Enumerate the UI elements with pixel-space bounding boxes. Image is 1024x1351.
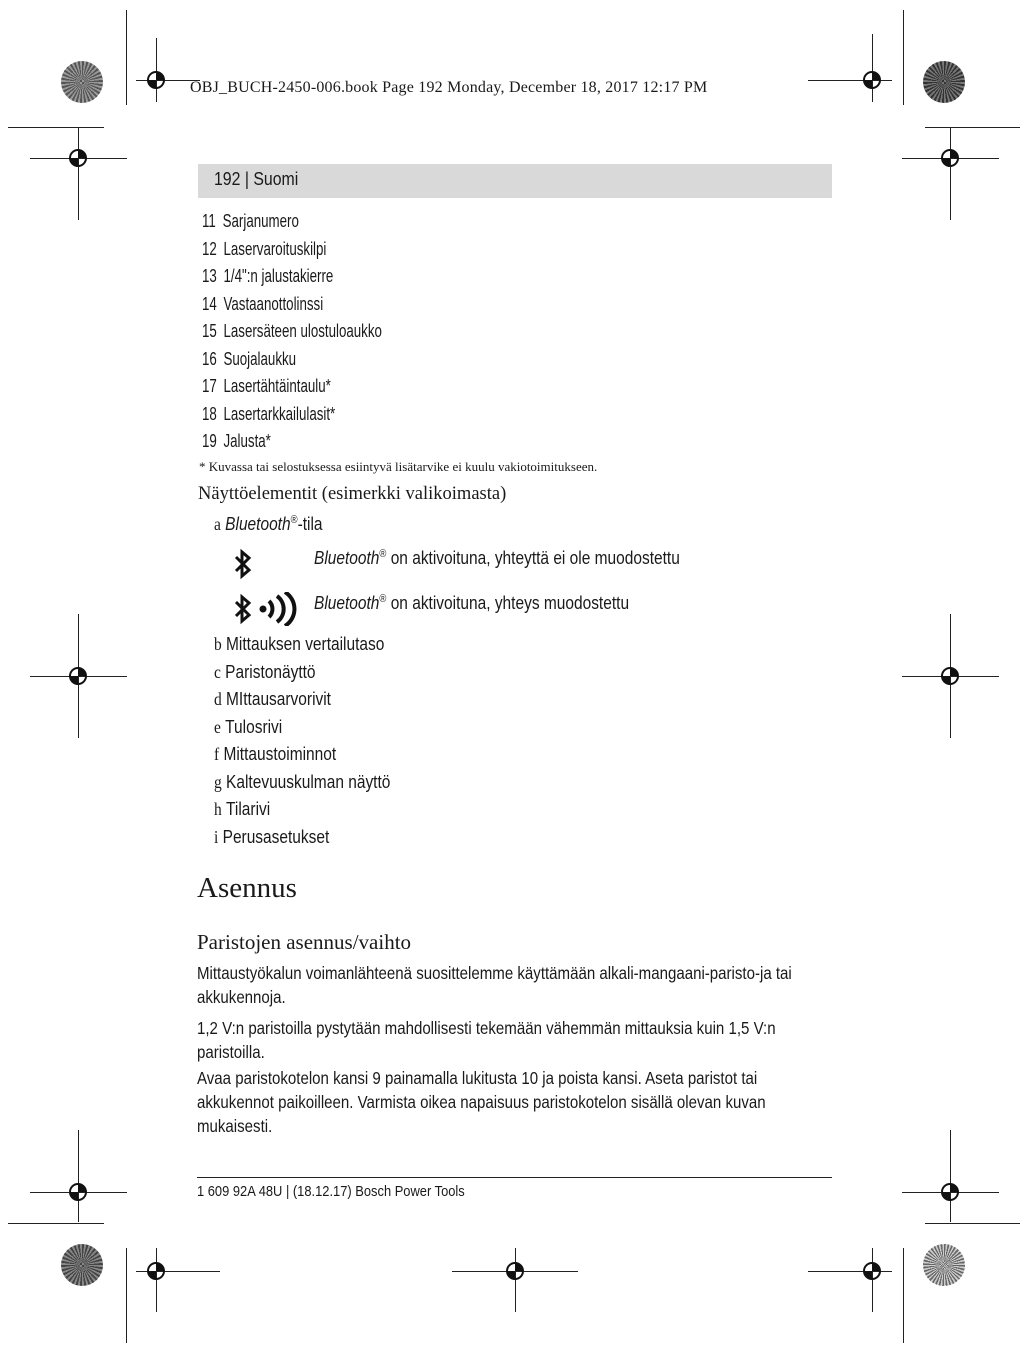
registration-mark-icon — [67, 1181, 89, 1203]
item-label: Tilarivi — [226, 799, 271, 819]
page-header-bar — [198, 164, 832, 198]
item-label: Vastaanottolinssi — [223, 293, 324, 314]
item-number: 13 — [202, 266, 217, 286]
item-label: Lasersäteen ulostuloaukko — [223, 321, 382, 341]
paragraph-text: Mittaustyökalun voimanlähteenä suosittelemme käyttämään alkali-mangaani-paristo-ja tai akkukennoja. — [197, 963, 792, 1007]
rosette-mark-icon — [923, 61, 965, 103]
registration-mark-icon — [504, 1260, 526, 1282]
list-item — [214, 772, 419, 793]
bluetooth-connected-icon — [232, 592, 304, 626]
item-label-italic: Bluetooth — [225, 514, 291, 534]
list-item — [202, 291, 802, 319]
footer-rule — [197, 1177, 832, 1178]
page-header-text: 192 | Suomi — [214, 169, 299, 189]
bluetooth-icon — [232, 548, 254, 580]
item-letter: h — [214, 799, 222, 819]
item-number: 14 — [202, 293, 217, 314]
list-item — [202, 401, 802, 429]
registration-mark-icon — [861, 1260, 883, 1282]
item-letter: b — [214, 634, 222, 654]
item-label: Jalusta* — [223, 431, 271, 451]
bt-state-row — [314, 548, 739, 569]
list-item — [202, 346, 802, 374]
print-slug-line: OBJ_BUCH-2450-006.book Page 192 Monday, December 18, 2017 12:17 PM — [190, 79, 708, 96]
component-list — [202, 208, 802, 456]
item-letter: a — [214, 514, 221, 534]
item-label: -tila — [297, 514, 323, 534]
list-item — [214, 634, 412, 655]
item-label: Mittauksen vertailutaso — [226, 634, 385, 654]
item-label: Paristonäyttö — [225, 662, 316, 682]
item-number: 17 — [202, 376, 217, 396]
paragraph-text: 1,2 V:n paristoilla pystytään mahdollisesti tekemään vähemmän mittauksia kuin 1,5 V:n paristoilla. — [197, 1018, 776, 1062]
item-letter: g — [214, 772, 222, 792]
footer-text: 1 609 92A 48U | (18.12.17) Bosch Power Tools — [197, 1183, 465, 1200]
rosette-mark-icon — [61, 61, 103, 103]
item-label: Tulosrivi — [225, 717, 283, 737]
item-label: Sarjanumero — [222, 211, 299, 231]
rosette-mark-icon — [61, 1244, 103, 1286]
registration-mark-icon — [939, 665, 961, 687]
item-number: 18 — [202, 403, 217, 424]
registration-mark-icon — [145, 1260, 167, 1282]
list-item — [202, 263, 802, 291]
list-item — [214, 827, 348, 848]
item-letter: f — [214, 744, 220, 764]
paragraph-text: Avaa paristokotelon kansi 9 painamalla lukitusta 10 ja poista kansi. Aseta paristot tai akkukennot paikoilleen. Varmista oikea napaisuus paristokotelon sisällä olevan kuvan mukaisesti. — [197, 1068, 766, 1136]
list-item — [202, 373, 802, 401]
list-item — [214, 744, 356, 765]
item-label: Kaltevuuskulman näyttö — [226, 772, 391, 792]
bt-label-italic: Bluetooth — [314, 548, 380, 568]
item-label: Suojalaukku — [223, 348, 297, 369]
item-label: Perusasetukset — [222, 827, 330, 847]
item-number: 12 — [202, 238, 217, 259]
item-label: Mittaustoiminnot — [223, 744, 337, 764]
item-number: 19 — [202, 431, 217, 451]
footnote: * Kuvassa tai selostuksessa esiintyvä lisätarvike ei kuulu vakiotoimitukseen. — [199, 459, 598, 474]
item-letter: c — [214, 662, 221, 682]
registration-mark-icon — [861, 69, 883, 91]
item-number: 11 — [202, 211, 216, 231]
item-label: Laservaroituskilpi — [223, 238, 327, 259]
list-item — [214, 689, 350, 710]
item-label: 1/4":n jalustakierre — [223, 266, 334, 286]
paragraph — [197, 1066, 837, 1138]
subsection-title: Paristojen asennus/vaihto — [197, 930, 412, 954]
registered-mark: ® — [290, 514, 298, 526]
rosette-mark-icon — [923, 1244, 965, 1286]
section-title: Asennus — [197, 872, 297, 904]
page-footer — [197, 1183, 508, 1200]
item-label: Lasertarkkailulasit* — [223, 403, 336, 424]
registration-mark-icon — [67, 665, 89, 687]
item-letter: e — [214, 717, 221, 737]
item-label: Lasertähtäintaulu* — [223, 376, 331, 396]
bt-state-row — [314, 593, 680, 614]
registered-mark: ® — [379, 593, 387, 605]
registration-mark-icon — [67, 147, 89, 169]
registration-mark-icon — [939, 147, 961, 169]
bt-label: on aktivoituna, yhteyttä ei ole muodostettu — [386, 548, 680, 568]
paragraph — [197, 1016, 837, 1064]
bt-label-italic: Bluetooth — [314, 593, 380, 613]
list-item — [214, 799, 279, 820]
list-item — [214, 514, 340, 535]
registration-mark-icon — [145, 69, 167, 91]
list-item — [214, 662, 332, 683]
list-item — [202, 236, 802, 264]
item-number: 15 — [202, 321, 217, 341]
paragraph — [197, 961, 837, 1009]
list-item — [202, 208, 802, 236]
registration-mark-icon — [939, 1181, 961, 1203]
item-letter: d — [214, 689, 222, 709]
list-item — [214, 717, 293, 738]
item-label: MIttausarvorivit — [226, 689, 331, 709]
registered-mark: ® — [379, 548, 387, 560]
item-number: 16 — [202, 348, 217, 369]
display-elements-heading: Näyttöelementit (esimerkki valikoimasta) — [198, 484, 507, 504]
list-item — [202, 428, 802, 456]
item-letter: i — [214, 827, 219, 847]
list-item — [202, 318, 802, 346]
bt-label: on aktivoituna, yhteys muodostettu — [386, 593, 630, 613]
